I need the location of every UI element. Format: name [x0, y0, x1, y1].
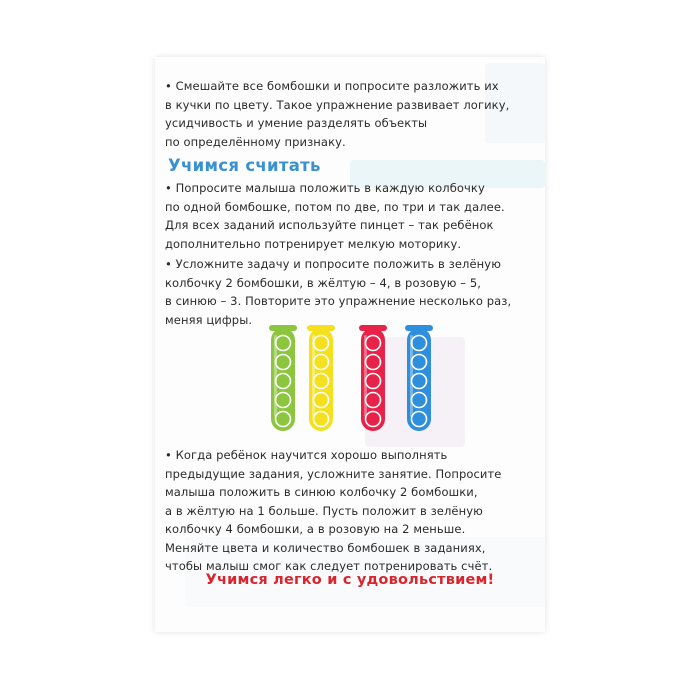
pompom-ball [366, 374, 381, 389]
text-line: • Смешайте все бомбошки и попросите разложить их [165, 79, 499, 93]
text-line: в кучки по цвету. Такое упражнение развивает логику, [165, 97, 510, 112]
tubes-illustration [155, 319, 545, 439]
pompom-ball [412, 374, 427, 389]
tube-yellow [307, 325, 335, 431]
text-line: • Когда ребёнок научится хорошо выполнять [165, 448, 448, 462]
text-line: а в жёлтую на 1 больше. Пусть положит в зелёную [165, 503, 483, 518]
pompom-ball [366, 336, 381, 351]
pompom-ball [366, 355, 381, 370]
pompom-ball [412, 393, 427, 408]
text-line: Меняйте цвета и количество бомбошек в заданиях, [165, 540, 486, 555]
text-line: колбочку 4 бомбошки, а в розовую на 2 меньше. [165, 522, 466, 536]
pompom-ball [276, 393, 291, 408]
text-line: чтобы малыш смог как следует потренировать счёт. [165, 559, 493, 573]
text-line: усидчивость и умение разделять объекты [165, 116, 428, 130]
pompom-ball [314, 374, 329, 389]
text-line: дополнительно потренирует мелкую моторику. [165, 236, 462, 251]
text-line: по определённому признаку. [165, 134, 346, 149]
pompom-ball [366, 393, 381, 408]
instruction-card [155, 57, 545, 632]
text-line: • Усложните задачу и попросите положить в зелёную [165, 257, 501, 271]
text-line: колбочку 2 бомбошки, в жёлтую – 4, в розовую – 5, [165, 275, 482, 290]
pompom-ball [276, 412, 291, 427]
text-line: по одной бомбошке, потом по две, по три и так далее. [165, 199, 505, 214]
pompom-ball [314, 355, 329, 370]
text-line: Для всех заданий используйте пинцет – так ребёнок [165, 218, 494, 232]
pompom-ball [366, 412, 381, 427]
text-line: в синюю – 3. Повторите это упражнение несколько раз, [165, 294, 512, 308]
tube-green [269, 325, 297, 431]
text-line: меняя цифры. [165, 312, 253, 327]
paragraph-advanced [165, 446, 533, 576]
paragraph-sorting [165, 77, 533, 151]
pompom-ball [314, 412, 329, 427]
tube-blue [405, 325, 433, 431]
paragraph-counting [165, 179, 533, 253]
tube-pink [359, 325, 387, 431]
paragraph-harder-task [165, 255, 533, 329]
footer-slogan: Учимся легко и с удовольствием! [205, 572, 495, 588]
pompom-ball [412, 412, 427, 427]
text-line: предыдущие задания, усложните занятие. Попросите [165, 466, 502, 481]
text-line: малыша положить в синюю колбочку 2 бомбошки, [165, 485, 478, 499]
pompom-ball [314, 393, 329, 408]
text-line: • Попросите малыша положить в каждую колбочку [165, 181, 485, 195]
section-heading: Учимся считать [168, 156, 321, 175]
